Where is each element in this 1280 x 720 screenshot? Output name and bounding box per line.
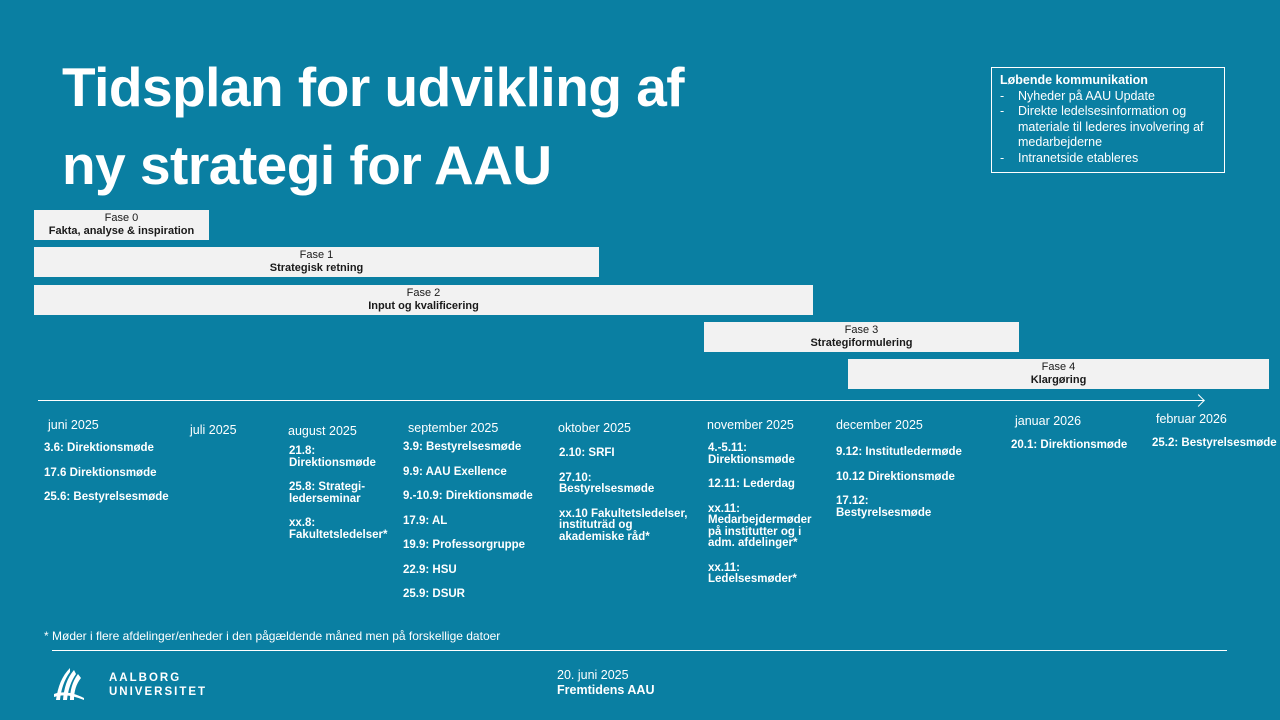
- month-events: [403, 442, 533, 614]
- page-title: [62, 48, 684, 204]
- communication-item: - Nyheder på AAU Update: [1000, 89, 1216, 105]
- month-label: oktober 2025: [558, 421, 631, 435]
- month-events: [708, 443, 812, 599]
- event-item: 4.-5.11: Direktionsmøde: [708, 442, 795, 466]
- phase-3-bar: [704, 322, 1019, 352]
- event-item: 12.11: Lederdag: [708, 478, 795, 490]
- event-item: 21.8: Direktionsmøde: [289, 445, 376, 469]
- month-label: juni 2025: [48, 418, 99, 432]
- event-item: 27.10: Bestyrelsesmøde: [559, 471, 655, 495]
- month-label: januar 2026: [1015, 414, 1082, 428]
- event-item: 25.6: Bestyrelsesmøde: [44, 491, 169, 503]
- phase-1-title: Strategisk retning: [269, 262, 364, 274]
- logo-line-2: UNIVERSITET: [109, 686, 208, 698]
- timeline-axis: [38, 400, 1204, 401]
- event-item: 17.12: Bestyrelsesmøde: [836, 495, 932, 519]
- event-item: 19.9: Professorgruppe: [403, 539, 526, 551]
- event-item: xx.11: Ledelsesmøder*: [708, 561, 797, 585]
- communication-item: - Intranetside etableres: [1000, 151, 1216, 167]
- communication-box: [991, 67, 1225, 173]
- month-label: november 2025: [707, 418, 794, 432]
- footer-info: [557, 668, 654, 698]
- footnote: * Møder i flere afdelinger/enheder i den pågældende måned men på forskellige datoer: [44, 629, 501, 643]
- communication-heading: Løbende kommunikation: [1000, 73, 1148, 87]
- month-label: august 2025: [288, 424, 357, 438]
- event-item: 22.9: HSU: [403, 563, 457, 576]
- communication-item: - Direkte ledelsesinformation og materiale til lederes involvering af medarbejderne: [1000, 104, 1216, 151]
- event-item: 25.2: Bestyrelsesmøde: [1152, 437, 1277, 449]
- month-events: [836, 447, 962, 532]
- university-logo-icon: [50, 664, 90, 704]
- page-title-line-2: ny strategi for AAU: [62, 134, 552, 196]
- month-events: [44, 443, 169, 517]
- event-item: 3.9: Bestyrelsesmøde: [403, 441, 522, 453]
- month-events: [1011, 440, 1127, 465]
- phase-0-title: Fakta, analyse & inspiration: [48, 225, 195, 237]
- phase-2-bar: [34, 285, 813, 315]
- phase-0-label: Fase 0: [104, 212, 139, 224]
- month-label: september 2025: [408, 421, 499, 435]
- event-item: 9.12: Institutledermøde: [836, 446, 962, 458]
- event-item: 25.9: DSUR: [403, 588, 465, 600]
- event-item: 3.6: Direktionsmøde: [44, 442, 154, 454]
- phase-4-title: Klargøring: [1030, 374, 1087, 386]
- month-label: december 2025: [836, 418, 923, 432]
- phase-4-bar: [848, 359, 1269, 389]
- phase-2-title: Input og kvalificering: [368, 300, 479, 312]
- event-item: 20.1: Direktionsmøde: [1011, 439, 1128, 451]
- footer-divider: [52, 650, 1227, 651]
- phase-3-title: Strategiformulering: [810, 337, 913, 349]
- phase-4-label: Fase 4: [1041, 361, 1076, 373]
- event-item: 9.-10.9: Direktionsmøde: [403, 490, 533, 502]
- phase-2-label: Fase 2: [406, 287, 441, 299]
- month-label: februar 2026: [1156, 412, 1227, 426]
- logo-line-1: AALBORG: [109, 672, 182, 684]
- phase-0-bar: [34, 210, 209, 240]
- university-logo-text: [109, 671, 207, 699]
- communication-list: [1000, 89, 1216, 167]
- event-item: xx.11: Medarbejdermøder på institutter og i adm. afdelinger*: [708, 502, 812, 549]
- event-item: 25.8: Strategi- lederseminar: [289, 481, 366, 505]
- month-label: juli 2025: [190, 423, 237, 437]
- event-item: 17.9: AL: [403, 514, 448, 527]
- footer-name: Fremtidens AAU: [557, 683, 655, 697]
- event-item: 17.6 Direktionsmøde: [44, 466, 157, 479]
- phase-1-bar: [34, 247, 599, 277]
- event-item: 9.9: AAU Exellence: [403, 465, 507, 478]
- phase-3-label: Fase 3: [844, 324, 879, 336]
- phase-1-label: Fase 1: [299, 249, 334, 261]
- timeline-arrow-icon: [1192, 394, 1205, 407]
- month-events: [1152, 438, 1277, 463]
- event-item: 2.10: SRFI: [559, 447, 615, 459]
- month-events: [559, 448, 688, 556]
- footer-date: 20. juni 2025: [557, 668, 629, 682]
- event-item: xx.10 Fakultetsledelser, instituträd og akademiske råd*: [559, 507, 688, 543]
- event-item: xx.8: Fakultetsledelser*: [289, 517, 388, 541]
- month-events: [289, 446, 387, 554]
- page-title-line-1: Tidsplan for udvikling af: [62, 56, 685, 118]
- event-item: 10.12 Direktionsmøde: [836, 470, 955, 483]
